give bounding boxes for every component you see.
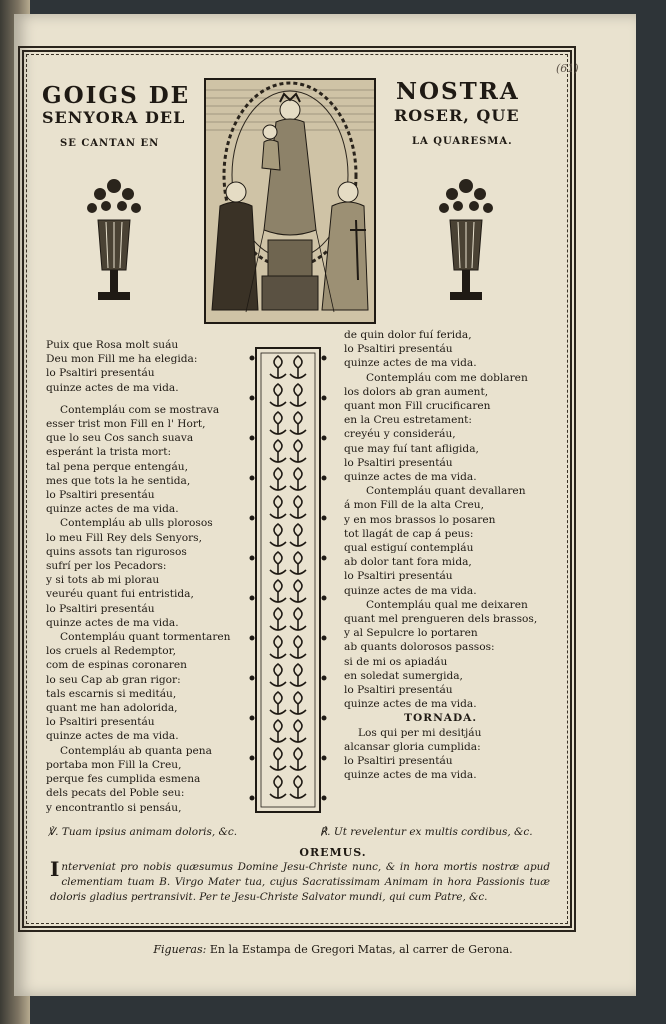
verse-line: quant mon Fill crucificaren bbox=[344, 400, 491, 413]
imprint-place: Figueras: bbox=[153, 943, 207, 956]
tornada-line: Los qui per mi desitjáu bbox=[358, 726, 482, 739]
verse-line: que may fuí tant afligida, bbox=[344, 442, 479, 455]
oremus-heading: OREMUS. bbox=[299, 846, 367, 859]
verse-line: tals escarnis si meditáu, bbox=[46, 687, 177, 700]
fleuron-border-ornament bbox=[248, 338, 328, 822]
margin-note: (61) bbox=[556, 62, 579, 75]
tornada-line: alcansar gloria cumplida: bbox=[344, 740, 481, 753]
center-ornament-column bbox=[248, 338, 328, 822]
verse-line: quins assots tan rigurosos bbox=[46, 545, 187, 558]
flower-vase-right-ornament bbox=[436, 172, 496, 312]
tornada-line: lo Psaltiri presentáu bbox=[344, 755, 453, 768]
title-line3-right: LA QUARESMA. bbox=[412, 136, 513, 147]
title-line2-right: ROSER, QUE bbox=[394, 106, 520, 125]
verse-line: lo Psaltiri presentáu bbox=[46, 716, 155, 729]
verse-line: quinze actes de ma vida. bbox=[344, 584, 477, 597]
verse-line: quant me han adolorida, bbox=[46, 702, 178, 715]
verse-line: lo Psaltiri presentáu bbox=[46, 367, 155, 380]
title-line1-left: GOIGS DE bbox=[42, 82, 191, 109]
verse-line: qual estiguí contempláu bbox=[344, 542, 474, 555]
verse-line: esperánt la trista mort: bbox=[46, 446, 172, 459]
verse-line: Contempláu com me doblaren bbox=[366, 371, 528, 384]
flower-vase-left-ornament bbox=[84, 172, 144, 312]
prayer-initial: I bbox=[50, 857, 60, 881]
verse-line: lo Psaltiri presentáu bbox=[46, 602, 155, 615]
verse-line: mes que tots la he sentida, bbox=[46, 474, 191, 487]
verse-line: com de espinas coronaren bbox=[46, 659, 188, 672]
verse-line: tot llagát de cap á peus: bbox=[344, 527, 474, 540]
verse-line: lo Psaltiri presentáu bbox=[344, 456, 453, 469]
verse-line: quinze actes de ma vida. bbox=[344, 471, 477, 484]
verse-line: lo Psaltiri presentáu bbox=[46, 489, 155, 502]
woodcut-illustration bbox=[206, 80, 374, 322]
verse-line: Contempláu com se mostrava bbox=[60, 403, 220, 416]
verse-line: lo seu Cap ab gran rigor: bbox=[46, 673, 181, 686]
verse-line: y al Sepulcre lo portaren bbox=[344, 627, 478, 640]
verse-line: los dolors ab gran aument, bbox=[344, 385, 489, 398]
verse-line: quinze actes de ma vida. bbox=[344, 698, 477, 711]
verse-line: Contempláu qual me deixaren bbox=[366, 598, 528, 611]
tornada-line: quinze actes de ma vida. bbox=[344, 769, 477, 782]
verse-line: esser trist mon Fill en l' Hort, bbox=[46, 418, 206, 431]
verse-line: quinze actes de ma vida. bbox=[46, 503, 179, 516]
verse-line: sufrí per los Pecadors: bbox=[46, 560, 167, 573]
verse-line: los cruels al Redemptor, bbox=[46, 645, 176, 658]
response: ℟. Ut revelentur ex multis cordibus, &c. bbox=[320, 826, 533, 838]
verse-line: lo Psaltiri presentáu bbox=[344, 343, 453, 356]
verse-line: y si tots ab mi plorau bbox=[46, 574, 160, 587]
verse-line: perque fes cumplida esmena bbox=[46, 773, 201, 786]
verse-line: á mon Fill de la alta Creu, bbox=[344, 499, 484, 512]
verse-line: quant mel prengueren dels brassos, bbox=[344, 613, 538, 626]
verse-line: Contempláu quant tormentaren bbox=[60, 631, 231, 644]
title-line3-left: SE CANTAN EN bbox=[60, 138, 160, 149]
verse-line: creyéu y consideráu, bbox=[344, 428, 456, 441]
verse-line: quinze actes de ma vida. bbox=[46, 381, 179, 394]
verse-column-right bbox=[344, 328, 537, 783]
versicle: ℣. Tuam ipsius animam doloris, &c. bbox=[48, 826, 238, 838]
verse-line: veuréu quant fui entristida, bbox=[46, 588, 194, 601]
imprint bbox=[0, 943, 666, 956]
virgin-rosary-woodcut bbox=[204, 78, 376, 324]
verse-line: que lo seu Cos sanch suava bbox=[46, 432, 194, 445]
verse-line: en soledat sumergida, bbox=[344, 669, 463, 682]
verse-line: quinze actes de ma vida. bbox=[46, 730, 179, 743]
tornada-heading: TORNADA. bbox=[404, 712, 478, 725]
verse-line: tal pena perque entengáu, bbox=[46, 460, 188, 473]
verse-line: quinze actes de ma vida. bbox=[46, 616, 179, 629]
verse-line: de quin dolor fuí ferida, bbox=[344, 329, 472, 341]
title-line2-left: SENYORA DEL bbox=[42, 108, 186, 127]
verse-line: Contempláu ab quanta pena bbox=[60, 744, 212, 757]
verse-line: Contempláu quant devallaren bbox=[366, 485, 526, 498]
verse-line: lo Psaltiri presentáu bbox=[344, 684, 453, 697]
verse-column-left bbox=[46, 338, 231, 815]
title-line1-right: NOSTRA bbox=[396, 78, 520, 105]
verse-line: y encontrantlo si pensáu, bbox=[46, 801, 182, 814]
imprint-text: En la Estampa de Gregori Matas, al carrer de Gerona. bbox=[209, 943, 513, 956]
verse-line: lo Psaltiri presentáu bbox=[344, 570, 453, 583]
prayer-body: nterveniat pro nobis quæsumus Domine Jesu-Christe nunc, & in hora mortis nostræ apud clementiam tuam B. Virgo Mater tua, cujus Sacratissimam Animam in hora Passionis tuæ doloris gladius pertransivit. Per te Jesu-Christe Salvator mundi, qui cum Patre, &c. bbox=[50, 861, 550, 903]
verse-line: dels pecats del Poble seu: bbox=[46, 787, 185, 800]
verse-line: ab quants dolorosos passos: bbox=[344, 641, 495, 654]
verse-line: Deu mon Fill me ha elegida: bbox=[46, 353, 198, 366]
verse-line: y en mos brassos lo posaren bbox=[344, 513, 496, 526]
verse-line: portaba mon Fill la Creu, bbox=[46, 758, 182, 771]
verse-line: Puix que Rosa molt suáu bbox=[46, 339, 179, 351]
verse-line: si de mi os apiadáu bbox=[344, 655, 448, 668]
verse-line: quinze actes de ma vida. bbox=[344, 357, 477, 370]
verse-line: en la Creu estretament: bbox=[344, 414, 472, 427]
prayer-text bbox=[50, 857, 550, 905]
verse-line: lo meu Fill Rey dels Senyors, bbox=[46, 531, 202, 544]
verse-line: Contempláu ab ulls plorosos bbox=[60, 517, 213, 530]
verse-line: ab dolor tant fora mida, bbox=[344, 556, 472, 569]
